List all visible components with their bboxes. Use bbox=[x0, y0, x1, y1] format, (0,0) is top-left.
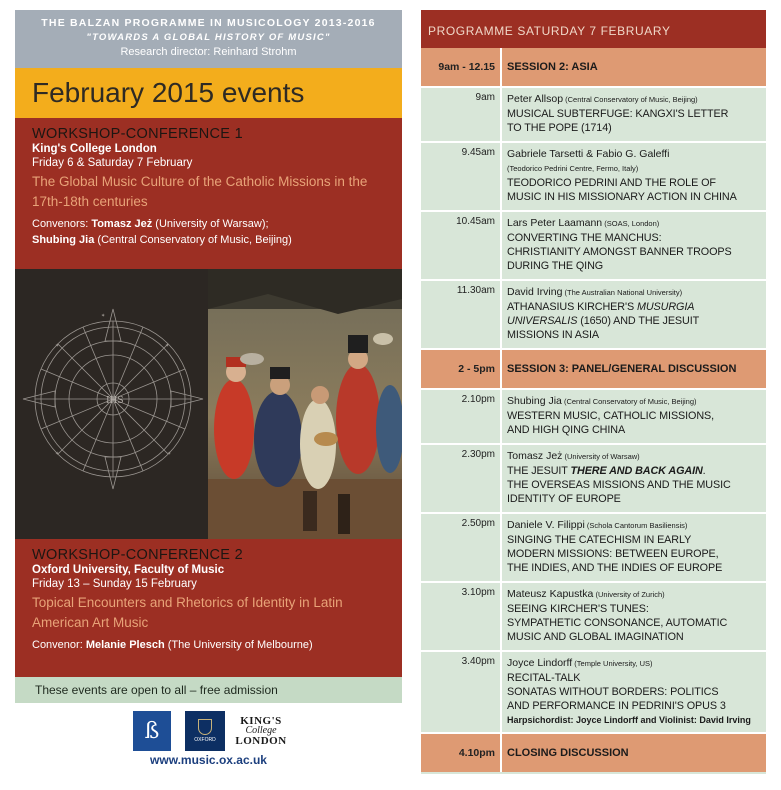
talk-time: 2.10pm bbox=[421, 390, 502, 443]
talk-title-italic: UNIVERSALIS bbox=[507, 315, 578, 327]
talk-row bbox=[421, 88, 766, 143]
speaker-name: David Irving bbox=[507, 286, 563, 298]
speaker-name: Lars Peter Laamann bbox=[507, 217, 603, 229]
workshop-2-institution: Oxford University, Faculty of Music bbox=[32, 564, 225, 576]
talk-time: 3.40pm bbox=[421, 652, 502, 732]
oxford-logo-text: OXFORD bbox=[194, 737, 216, 743]
workshop-2-kicker: WORKSHOP-CONFERENCE 2 bbox=[32, 547, 243, 563]
workshop-1-institution: King's College London bbox=[32, 143, 157, 155]
research-director: Research director: Reinhard Strohm bbox=[120, 46, 297, 58]
talk-row bbox=[421, 143, 766, 212]
poster-header bbox=[15, 10, 402, 68]
speaker-name: Daniele V. Filippi bbox=[507, 519, 585, 531]
convenor-affiliation: (The University of Melbourne) bbox=[164, 639, 313, 651]
talk-time: 11.30am bbox=[421, 281, 502, 348]
kings-logo-line-2: College bbox=[245, 725, 277, 736]
tagline: "TOWARDS A GLOBAL HISTORY OF MUSIC" bbox=[86, 32, 331, 43]
talk-title-line: MISSIONS IN ASIA bbox=[507, 329, 599, 341]
programme-line: THE BALZAN PROGRAMME IN MUSICOLOGY 2013-2016 bbox=[41, 17, 376, 29]
session-time: 4.10pm bbox=[421, 734, 502, 772]
session-title: CLOSING DISCUSSION bbox=[507, 747, 629, 759]
talk-title-line: . bbox=[702, 465, 706, 477]
workshop-2-topic: Topical Encounters and Rhetorics of Identity in Latin American Art Music bbox=[32, 595, 343, 630]
talk-title-line: MUSICAL SUBTERFUGE: KANGXI'S LETTER bbox=[507, 108, 729, 120]
talk-title-line: RECITAL-TALK bbox=[507, 672, 581, 684]
free-admission-banner: These events are open to all – free admission bbox=[15, 677, 402, 703]
speaker-name: Tomasz Jeż bbox=[507, 450, 563, 462]
session-time: 9am - 12.15 bbox=[421, 48, 502, 86]
talk-title-line: ATHANASIUS KIRCHER'S bbox=[507, 301, 637, 313]
talk-row bbox=[421, 583, 766, 652]
logo-strip bbox=[15, 703, 402, 765]
talk-title-line: CHRISTIANITY AMONGST BANNER TROOPS bbox=[507, 246, 732, 258]
compass-rose-illustration bbox=[15, 269, 208, 539]
workshop-1-dates: Friday 6 & Saturday 7 February bbox=[32, 157, 193, 169]
programme-table bbox=[421, 10, 766, 774]
session-title: SESSION 3: PANEL/GENERAL DISCUSSION bbox=[507, 363, 737, 375]
talk-time: 2.50pm bbox=[421, 514, 502, 581]
talk-title-line: TEODORICO PEDRINI AND THE ROLE OF bbox=[507, 177, 716, 189]
speaker-name: Shubing Jia bbox=[507, 395, 562, 407]
workshop-1-convenors bbox=[32, 216, 392, 248]
oxford-crest-icon bbox=[198, 719, 212, 735]
svg-text:✶: ✶ bbox=[167, 451, 172, 457]
speaker-affiliation: (Central Conservatory of Music, Beijing) bbox=[563, 95, 698, 104]
talk-title-line: WESTERN MUSIC, CATHOLIC MISSIONS, bbox=[507, 410, 715, 422]
convenor-affiliation: (Central Conservatory of Music, Beijing) bbox=[94, 234, 292, 246]
convenor-label: Convenor: bbox=[32, 639, 86, 651]
talk-title-line: SINGING THE CATECHISM IN EARLY bbox=[507, 534, 692, 546]
talk-title-line: AND PERFORMANCE IN PEDRINI'S OPUS 3 bbox=[507, 700, 726, 712]
speaker-affiliation: (University of Warsaw) bbox=[562, 452, 640, 461]
poster-column bbox=[15, 10, 402, 780]
talk-title-line: SONATAS WITHOUT BORDERS: POLITICS bbox=[507, 686, 719, 698]
talk-title-italic: MUSURGIA bbox=[636, 301, 695, 313]
speaker-affiliation: (Teodorico Pedrini Centre, Fermo, Italy) bbox=[507, 164, 639, 173]
talk-row bbox=[421, 514, 766, 583]
kings-college-logo bbox=[235, 711, 287, 751]
workshop-2-dates: Friday 13 – Sunday 15 February bbox=[32, 578, 197, 590]
speaker-affiliation: (Central Conservatory of Music, Beijing) bbox=[561, 397, 697, 406]
workshop-1-topic: The Global Music Culture of the Catholic Missions in the 17th-18th centuries bbox=[32, 174, 368, 209]
speaker-affiliation: (The Australian National University) bbox=[562, 288, 683, 297]
workshop-conference-1 bbox=[15, 118, 402, 269]
talk-title-line: MODERN MISSIONS: BETWEEN EUROPE, bbox=[507, 548, 719, 560]
talk-title-line: THE OVERSEAS MISSIONS AND THE MUSIC bbox=[507, 479, 731, 491]
talk-title-line: MUSIC AND GLOBAL IMAGINATION bbox=[507, 631, 684, 643]
speaker-affiliation: (Temple University, US) bbox=[572, 659, 653, 668]
talk-time: 9.45am bbox=[421, 143, 502, 210]
convenor-affiliation: (University of Warsaw); bbox=[152, 218, 269, 230]
programme-header: PROGRAMME SATURDAY 7 FEBRUARY bbox=[421, 10, 766, 48]
svg-text:✶: ✶ bbox=[55, 343, 60, 349]
kings-logo-line-1: KING'S bbox=[240, 715, 282, 727]
talk-title-italic: THERE AND BACK AGAIN bbox=[570, 465, 703, 477]
talk-row bbox=[421, 390, 766, 445]
talk-title-line: (1650) AND THE JESUIT bbox=[577, 315, 700, 327]
oxford-logo bbox=[185, 711, 225, 751]
workshop-2-convenor bbox=[32, 637, 392, 653]
talk-title-line: SYMPATHETIC CONSONANCE, AUTOMATIC bbox=[507, 617, 728, 629]
talk-row bbox=[421, 652, 766, 734]
talk-title-line: CONVERTING THE MANCHUS: bbox=[507, 232, 662, 244]
convenor-name: Shubing Jia bbox=[32, 234, 95, 246]
talk-title-line: SEEING KIRCHER'S TUNES: bbox=[507, 603, 649, 615]
session-row bbox=[421, 734, 766, 772]
talk-time: 10.45am bbox=[421, 212, 502, 279]
performers-note: Harpsichordist: Joyce Lindorff and Violinist: David Irving bbox=[507, 715, 751, 725]
workshop-conference-2 bbox=[15, 539, 402, 677]
svg-text:✶: ✶ bbox=[165, 343, 170, 349]
speaker-affiliation: (Schola Cantorum Basiliensis) bbox=[584, 521, 688, 530]
speaker-name: Gabriele Tarsetti & Fabio G. Galeffi bbox=[507, 148, 670, 160]
svg-text:IHS: IHS bbox=[106, 396, 124, 406]
poster-artwork bbox=[15, 269, 402, 539]
convenors-label: Convenors: bbox=[32, 218, 92, 230]
speaker-name: Peter Allsop bbox=[507, 93, 564, 105]
svg-text:✶: ✶ bbox=[101, 313, 106, 319]
speaker-name: Mateusz Kapustka bbox=[507, 588, 594, 600]
talk-title-line: THE JESUIT bbox=[507, 465, 571, 477]
talk-title-line: IDENTITY OF EUROPE bbox=[507, 493, 621, 505]
talk-title-line: THE INDIES, AND THE INDIES OF EUROPE bbox=[507, 562, 723, 574]
svg-text:✶: ✶ bbox=[55, 451, 60, 457]
talk-row bbox=[421, 445, 766, 514]
session-time: 2 - 5pm bbox=[421, 350, 502, 388]
talk-title-line: AND HIGH QING CHINA bbox=[507, 424, 626, 436]
speaker-affiliation: (University of Zurich) bbox=[593, 590, 665, 599]
talk-row bbox=[421, 281, 766, 350]
session-row bbox=[421, 48, 766, 88]
procession-painting-image bbox=[208, 269, 402, 539]
procession-painting bbox=[208, 269, 402, 539]
talk-title-line: TO THE POPE (1714) bbox=[507, 122, 612, 134]
compass-rose-image bbox=[15, 269, 208, 539]
convenor-name: Melanie Plesch bbox=[85, 639, 165, 651]
talk-title-line: MUSIC IN HIS MISSIONARY ACTION IN CHINA bbox=[507, 191, 737, 203]
talk-time: 2.30pm bbox=[421, 445, 502, 512]
website-link[interactable]: www.music.ox.ac.uk bbox=[150, 753, 267, 767]
balzan-logo: ß bbox=[133, 711, 171, 751]
kings-logo-line-3: LONDON bbox=[235, 735, 287, 747]
session-title: SESSION 2: ASIA bbox=[507, 61, 598, 73]
workshop-1-kicker: WORKSHOP-CONFERENCE 1 bbox=[32, 126, 243, 142]
talk-row bbox=[421, 212, 766, 281]
talk-time: 9am bbox=[421, 88, 502, 141]
session-row bbox=[421, 350, 766, 390]
talk-time: 3.10pm bbox=[421, 583, 502, 650]
talk-title-line: DURING THE QING bbox=[507, 260, 604, 272]
speaker-affiliation: (SOAS, London) bbox=[602, 219, 660, 228]
convenor-name: Tomasz Jeż bbox=[91, 218, 153, 230]
speaker-name: Joyce Lindorff bbox=[507, 657, 573, 669]
events-title: February 2015 events bbox=[15, 68, 402, 118]
